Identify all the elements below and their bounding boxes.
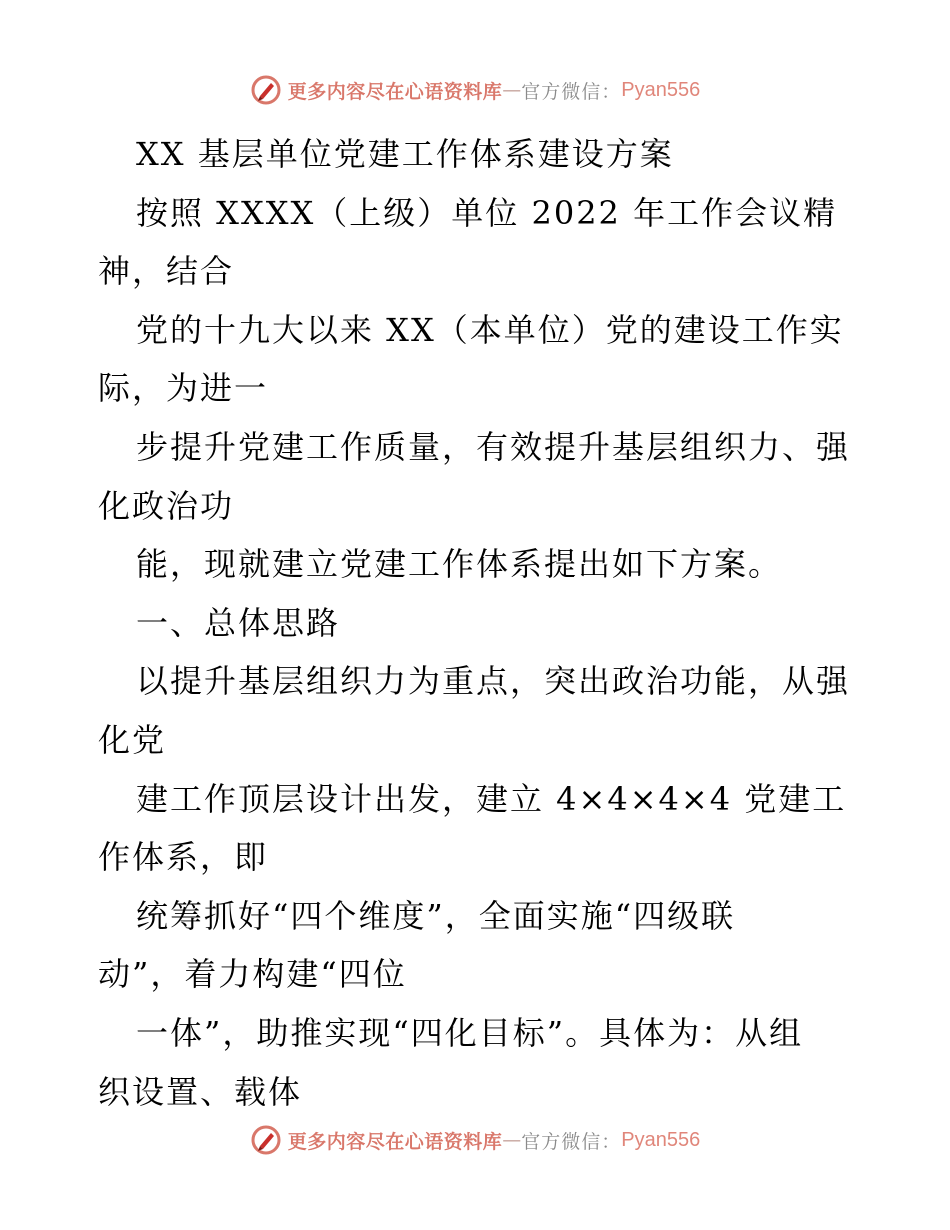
text-line: 际，为进一 [98,369,269,408]
text-line: 建工作顶层设计出发，建立 4×4×4×4 党建工 [136,779,847,818]
document-title: XX 基层单位党建工作体系建设方案 [136,135,674,173]
text-line: 党的十九大以来 XX（本单位）党的建设工作实 [136,310,844,349]
watermark-main-text: 更多内容尽在心语资料库 [287,80,503,103]
watermark-main-text: 更多内容尽在心语资料库 [287,1130,503,1153]
watermark-wechat-id: Pyan556 [621,78,701,101]
text-line: 化党 [98,720,167,759]
text-line: 一体”，助推实现“四化目标”。具体为：从组 [136,1013,804,1052]
text-line: 统筹抓好“四个维度”，全面实施“四级联 [136,896,736,935]
footer-watermark [0,1120,950,1160]
text-line: 能，现就建立党建工作体系提出如下方案。 [136,545,783,584]
section-heading: 一、总体思路 [136,603,341,642]
pen-logo-icon [250,1124,282,1156]
text-line: 作体系，即 [98,838,269,877]
text-line: 神，结合 [98,252,235,291]
watermark-dash: — [502,79,522,101]
text-line: 步提升党建工作质量，有效提升基层组织力、强 [136,427,851,466]
text-line: 织设置、载体 [98,1072,303,1111]
watermark-wechat-id: Pyan556 [621,1128,701,1151]
text-line: 动”，着力构建“四位 [98,955,407,994]
pen-logo-icon [250,74,282,106]
document-body [98,125,858,1121]
text-line: 以提升基层组织力为重点，突出政治功能，从强 [136,662,851,701]
text-line: 化政治功 [98,486,235,525]
text-line: 按照 XXXX（上级）单位 2022 年工作会议精 [136,193,838,232]
watermark-dash: — [502,1129,522,1151]
header-watermark [0,70,950,110]
watermark-wechat-label: 官方微信： [521,1130,622,1153]
watermark-wechat-label: 官方微信： [521,80,622,103]
